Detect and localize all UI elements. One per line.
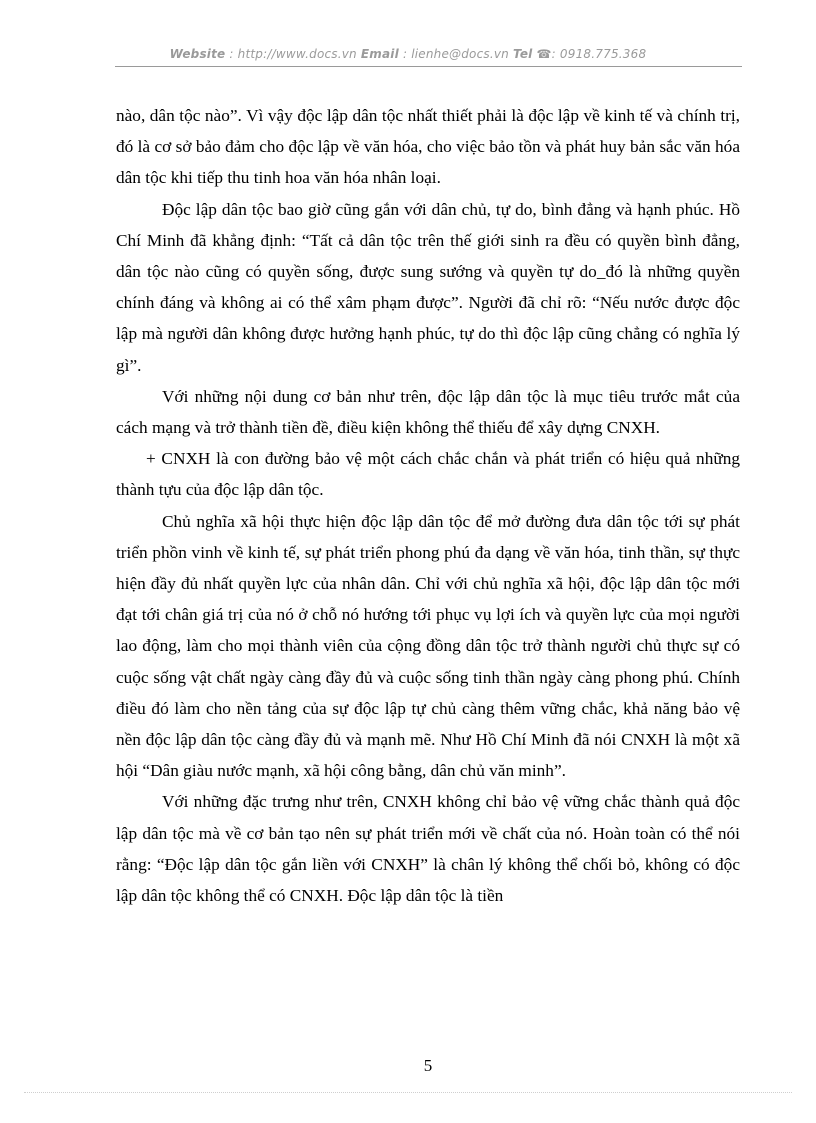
header-divider <box>115 66 742 67</box>
footer-divider <box>24 1092 792 1093</box>
website-label: Website <box>169 47 226 61</box>
paragraph: Với những nội dung cơ bản như trên, độc lập dân tộc là mục tiêu trước mắt của cách mạng và trở thành tiền đề, điều kiện không thể thiếu để xây dựng CNXH. <box>116 386 740 438</box>
tel-label: Tel <box>513 47 533 61</box>
paragraph: Độc lập dân tộc bao giờ cũng gắn với dân chủ, tự do, bình đẳng và hạnh phúc. Hồ Chí Minh đã khẳng định: “Tất cả dân tộc trên thế giới sinh ra đều có quyền bình đẳng, dân tộc nào cũng có quyền sống, được sung sướng và quyền tự do_đó là những quyền chính đáng và không ai có thể xâm phạm được”. Người đã chỉ rõ: “Nếu nước được độc lập mà người dân không được hưởng hạnh phúc, tự do thì độc lập cũng chẳng có nghĩa lý gì”. <box>116 199 740 375</box>
tel-value: : 0918.775.368 <box>551 47 647 61</box>
email-label: Email <box>360 47 399 61</box>
website-value: : http://www.docs.vn <box>229 47 357 61</box>
paragraph: Chủ nghĩa xã hội thực hiện độc lập dân tộc để mở đường đưa dân tộc tới sự phát triển phồn vinh về kinh tế, sự phát triển phong phú đa dạng về văn hóa, tinh thần, sự thực hiện đầy đủ nhất quyền lực của nhân dân. Chỉ với chủ nghĩa xã hội, độc lập dân tộc mới đạt tới chân giá trị của nó ở chỗ nó hướng tới phục vụ lợi ích và quyền lực của mọi người lao động, làm cho mọi thành viên của cộng đồng dân tộc trở thành người chủ thực sự có cuộc sống vật chất ngày càng đầy đủ và cuộc sống tinh thần ngày càng phong phú. Chính điều đó làm cho nền tảng của sự độc lập tự chủ càng thêm vững chắc, khả năng bảo vệ nền độc lập dân tộc càng đầy đủ và mạnh mẽ. Như Hồ Chí Minh đã nói CNXH là một xã hội “Dân giàu nước mạnh, xã hội công bằng, dân chủ văn minh”. <box>116 511 740 781</box>
paragraph: + CNXH là con đường bảo vệ một cách chắc chắn và phát triển có hiệu quả những thành tựu của độc lập dân tộc. <box>116 449 740 500</box>
document-body <box>116 100 740 911</box>
email-value: : lienhe@docs.vn <box>402 47 509 61</box>
paragraph: Với những đặc trưng như trên, CNXH không chỉ bảo vệ vững chắc thành quả độc lập dân tộc mà về cơ bản tạo nên sự phát triển mới về chất của nó. Hoàn toàn có thể nói rằng: “Độc lập dân tộc gắn liền với CNXH” là chân lý không thể chối bỏ, không có độc lập dân tộc không thể có CNXH. Độc lập dân tộc là tiền <box>116 792 740 906</box>
phone-icon: ☎ <box>536 47 552 61</box>
paragraph: nào, dân tộc nào”. Vì vậy độc lập dân tộc nhất thiết phải là độc lập về kinh tế và chính trị, đó là cơ sở bảo đảm cho độc lập về văn hóa, cho việc bảo tồn và phát huy bản sắc văn hóa dân tộc khi tiếp thu tinh hoa văn hóa nhân loại. <box>116 106 740 188</box>
page-header <box>0 47 816 61</box>
page-number: 5 <box>423 1056 433 1075</box>
